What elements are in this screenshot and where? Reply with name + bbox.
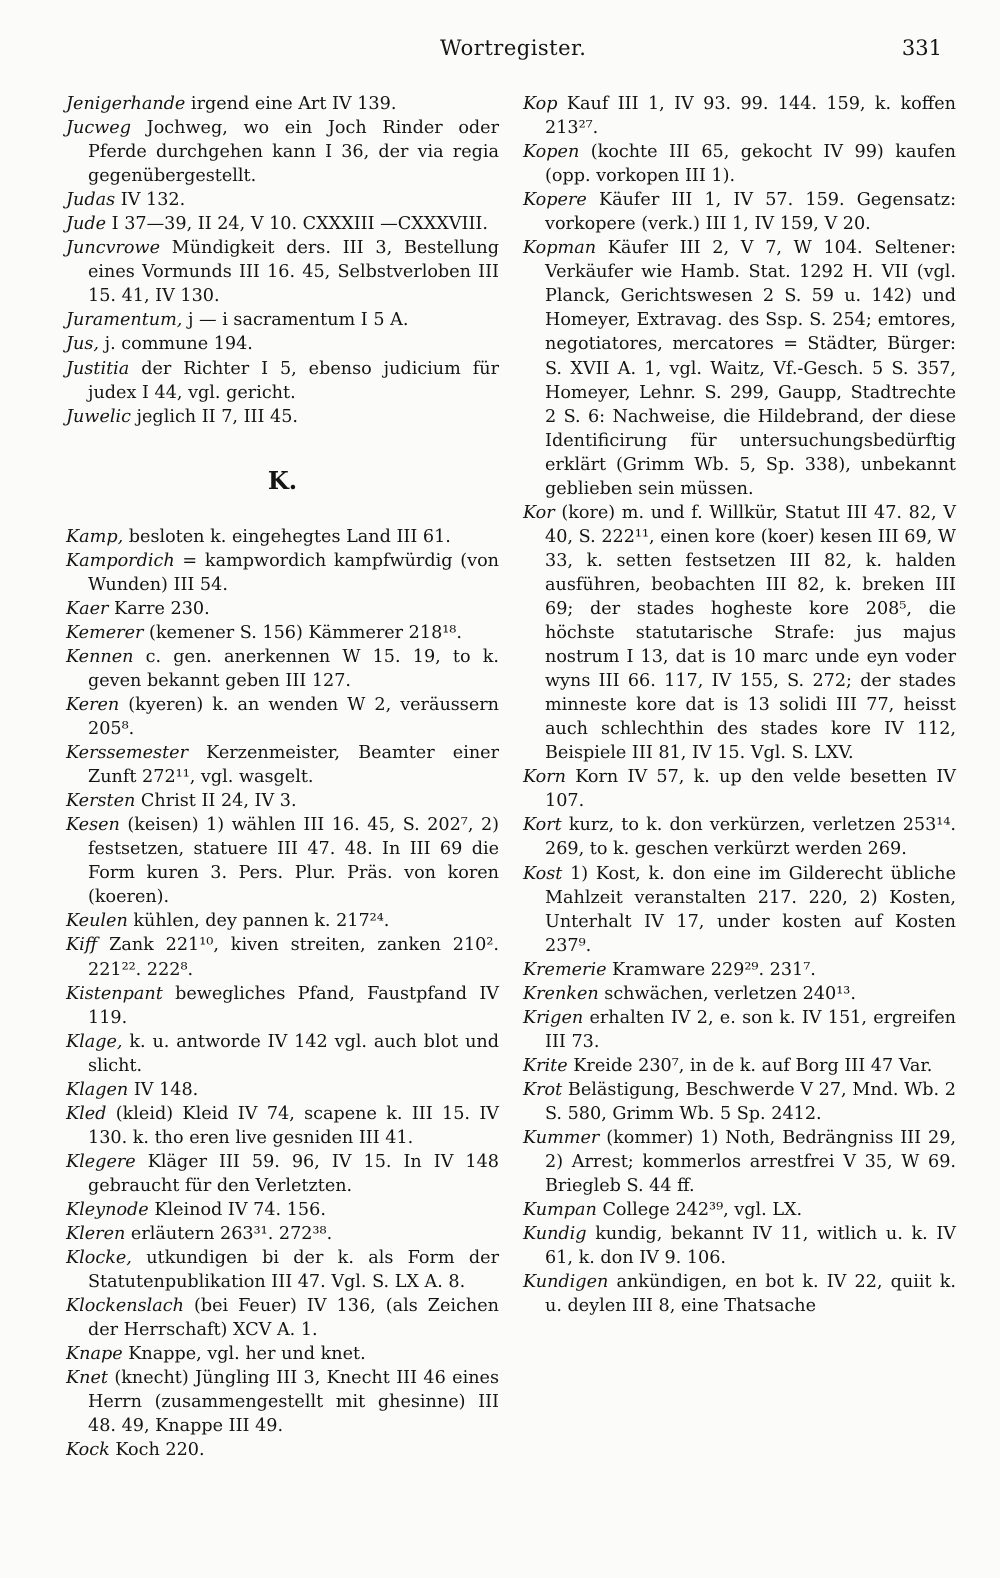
page-number: 331 bbox=[901, 36, 942, 60]
entry-headword: Kiff bbox=[66, 935, 98, 956]
entry-definition: Zank 221¹⁰, kiven streiten, zanken 210². 221²². 222⁸. bbox=[88, 935, 499, 980]
entry-headword: Kumpan bbox=[523, 1200, 597, 1221]
entry-headword: Justitia bbox=[66, 358, 130, 379]
entry-headword: Keren bbox=[66, 694, 120, 715]
entry-headword: Jude bbox=[66, 214, 107, 235]
entry-headword: Klage, bbox=[66, 1031, 123, 1052]
index-entry bbox=[66, 116, 499, 188]
entry-definition: bewegliches Pfand, Faustpfand IV 119. bbox=[88, 983, 499, 1028]
index-entry bbox=[66, 693, 499, 741]
entry-definition: Belästigung, Beschwerde V 27, Mnd. Wb. 2 S. 580, Grimm Wb. 5 Sp. 2412. bbox=[545, 1079, 956, 1124]
index-entry bbox=[523, 236, 956, 501]
index-entry bbox=[66, 212, 499, 236]
entry-definition: j — i sacramentum I 5 A. bbox=[182, 310, 409, 331]
entry-definition: (bei Feuer) IV 136, (als Zeichen der Herrschaft) XCV A. 1. bbox=[88, 1296, 499, 1341]
entry-definition: Kläger III 59. 96, IV 15. In IV 148 gebraucht für den Verletzten. bbox=[88, 1151, 499, 1196]
index-entry bbox=[66, 1150, 499, 1198]
entry-definition: (kleid) Kleid IV 74, scapene k. III 15. IV 130. k. tho eren live gesniden III 41. bbox=[88, 1103, 499, 1148]
entry-headword: Kemerer bbox=[66, 622, 144, 643]
index-entry bbox=[66, 308, 499, 332]
entry-definition: der Richter I 5, ebenso judicium für judex I 44, vgl. gericht. bbox=[88, 358, 499, 403]
entry-definition: Jochweg, wo ein Joch Rinder oder Pferde durchgehen kann I 36, der via regia gegenübergestellt. bbox=[88, 118, 499, 187]
index-entry bbox=[66, 549, 499, 597]
entry-headword: Kor bbox=[523, 502, 555, 523]
index-entry bbox=[66, 621, 499, 645]
index-entry bbox=[523, 92, 956, 140]
entry-definition: schwächen, verletzen 240¹³. bbox=[598, 983, 856, 1004]
entry-headword: Kopere bbox=[523, 190, 587, 211]
entry-definition: Kleinod IV 74. 156. bbox=[148, 1199, 326, 1220]
entry-definition: (kore) m. und f. Willkür, Statut III 47. 82, V 40, S. 222¹¹, einen kore (koer) kesen III 69, W 33, k. setten festsetzen III 82, k. halden ausführen, beobachten III 82, k. breken III 69; der stades hogheste kore 208⁵, die höchste statutarische Strafe: jus majus nostrum I 13, dat is 10 marc unde eyn voder wyns III 66. 117, IV 155, S. 272; der stades minneste kore dat is 13 solidi III 77, heisst auch schlechthin des stades kore IV 112, Beispiele III 81, IV 15. Vgl. S. LXV. bbox=[545, 502, 956, 764]
index-entry bbox=[523, 765, 956, 813]
entry-headword: Kennen bbox=[66, 646, 134, 667]
entry-definition: (kommer) 1) Noth, Bedrängniss III 29, 2) Arrest; kommerlos arrestfrei V 35, W 69. Briegleb S. 44 ff. bbox=[545, 1128, 956, 1197]
entry-headword: Kleynode bbox=[66, 1199, 149, 1220]
index-entry bbox=[66, 597, 499, 621]
entry-headword: Kaer bbox=[66, 598, 109, 619]
entry-headword: Keulen bbox=[66, 911, 128, 932]
entry-headword: Kled bbox=[66, 1103, 107, 1124]
entry-headword: Kesen bbox=[66, 815, 120, 836]
left-column bbox=[66, 92, 499, 1462]
index-entry bbox=[66, 909, 499, 933]
entry-definition: kühlen, dey pannen k. 217²⁴. bbox=[127, 911, 390, 932]
entry-definition: 1) Kost, k. don eine im Gilderecht übliche Mahlzeit veranstalten 217. 220, 2) Kosten, Unterhalt IV 17, under kosten auf Kosten 237⁹. bbox=[545, 863, 956, 956]
page-header bbox=[0, 36, 1000, 76]
entry-headword: Kampordich bbox=[66, 550, 175, 571]
entry-definition: (kyeren) k. an wenden W 2, veräussern 205⁸. bbox=[88, 694, 499, 740]
entry-headword: Juramentum, bbox=[66, 310, 183, 331]
index-entry bbox=[66, 933, 499, 981]
index-entry bbox=[523, 862, 956, 958]
entry-definition: utkundigen bi der k. als Form der Statutenpublikation III 47. Vgl. S. LX A. 8. bbox=[88, 1248, 499, 1293]
index-entry bbox=[523, 958, 956, 982]
entry-definition: jeglich II 7, III 45. bbox=[130, 406, 299, 427]
entry-headword: Juwelic bbox=[66, 406, 131, 427]
index-entry bbox=[66, 525, 499, 549]
entry-definition: (knecht) Jüngling III 3, Knecht III 46 eines Herrn (zusammengestellt mit ghesinne) III 48. 49, Knappe III 49. bbox=[88, 1368, 499, 1437]
index-entry bbox=[66, 188, 499, 212]
entry-definition: IV 132. bbox=[115, 190, 186, 211]
entry-headword: Kummer bbox=[523, 1128, 600, 1149]
entry-headword: Krenken bbox=[523, 983, 599, 1004]
entry-definition: irgend eine Art IV 139. bbox=[185, 94, 397, 114]
index-entry bbox=[66, 1078, 499, 1102]
entry-headword: Kleren bbox=[66, 1224, 126, 1245]
index-entry bbox=[66, 1342, 499, 1366]
index-entry bbox=[523, 813, 956, 861]
entry-headword: Kundigen bbox=[523, 1272, 609, 1293]
right-column bbox=[523, 92, 956, 1318]
index-entry bbox=[66, 92, 499, 116]
entry-headword: Jus, bbox=[66, 334, 100, 355]
index-entry bbox=[523, 188, 956, 236]
section-heading-k: K. bbox=[267, 465, 298, 495]
entry-headword: Jenigerhande bbox=[66, 94, 186, 114]
index-entry bbox=[66, 813, 499, 909]
entry-headword: Kerssemester bbox=[66, 743, 188, 764]
entry-headword: Klocke, bbox=[66, 1248, 132, 1269]
entry-headword: Klagen bbox=[66, 1079, 129, 1100]
entry-headword: Krigen bbox=[523, 1007, 584, 1028]
entry-definition: erläutern 263³¹. 272³⁸. bbox=[125, 1224, 333, 1245]
index-entry bbox=[66, 1438, 499, 1462]
index-entry bbox=[66, 1366, 499, 1438]
entry-headword: Jucweg bbox=[66, 118, 131, 139]
index-entry bbox=[66, 1030, 499, 1078]
entry-headword: Kopman bbox=[523, 238, 597, 259]
index-entry bbox=[66, 236, 499, 308]
entry-headword: Kost bbox=[523, 863, 563, 884]
entry-definition: IV 148. bbox=[128, 1079, 199, 1100]
entries-right bbox=[523, 92, 956, 1318]
entry-definition: (kemener S. 156) Kämmerer 218¹⁸. bbox=[143, 622, 462, 643]
entry-definition: Kauf III 1, IV 93. 99. 144. 159, k. koffen 213²⁷. bbox=[545, 94, 956, 139]
entry-definition: Karre 230. bbox=[108, 598, 210, 619]
entry-headword: Kundig bbox=[523, 1224, 587, 1245]
entry-definition: Kramware 229²⁹. 231⁷. bbox=[606, 959, 816, 980]
index-entry bbox=[523, 1078, 956, 1126]
entry-headword: Klegere bbox=[66, 1151, 136, 1172]
index-entry bbox=[66, 1246, 499, 1294]
entry-headword: Knape bbox=[66, 1344, 123, 1365]
index-entry bbox=[66, 1198, 499, 1222]
entry-headword: Kock bbox=[66, 1440, 110, 1461]
entry-headword: Kremerie bbox=[523, 959, 607, 980]
index-entry bbox=[523, 1270, 956, 1318]
index-entry bbox=[523, 982, 956, 1006]
entry-definition: ankündigen, en bot k. IV 22, quiit k. u. deylen III 8, eine Thatsache bbox=[545, 1272, 956, 1317]
entry-definition: Kreide 230⁷, in de k. auf Borg III 47 Var. bbox=[567, 1055, 933, 1076]
index-entry bbox=[523, 1006, 956, 1054]
index-entry bbox=[523, 1222, 956, 1270]
index-entry bbox=[523, 501, 956, 766]
entry-definition: = kampwordich kampfwürdig (von Wunden) III 54. bbox=[88, 550, 499, 595]
entry-definition: (keisen) 1) wählen III 16. 45, S. 202⁷, 2) festsetzen, statuere III 47. 48. In III 69 die Form kuren 3. Pers. Plur. Präs. von koren (koeren). bbox=[88, 815, 499, 908]
entry-definition: besloten k. eingehegtes Land III 61. bbox=[123, 526, 451, 547]
entry-headword: Kopen bbox=[523, 142, 580, 163]
entries-j bbox=[66, 92, 499, 429]
entry-definition: Knappe, vgl. her und knet. bbox=[122, 1344, 366, 1365]
entry-definition: c. gen. anerkennen W 15. 19, to k. geven bekannt geben III 127. bbox=[88, 646, 499, 691]
entries-k bbox=[66, 525, 499, 1463]
index-entry bbox=[66, 741, 499, 789]
index-entry bbox=[66, 357, 499, 405]
entry-definition: k. u. antworde IV 142 vgl. auch blot und slicht. bbox=[88, 1031, 499, 1076]
index-entry bbox=[523, 1198, 956, 1222]
entry-headword: Kop bbox=[523, 94, 558, 114]
index-entry bbox=[523, 1054, 956, 1078]
entry-headword: Juncvrowe bbox=[66, 238, 160, 259]
entry-headword: Krot bbox=[523, 1079, 563, 1100]
index-entry bbox=[66, 1222, 499, 1246]
index-entry bbox=[66, 405, 499, 429]
index-entry bbox=[523, 140, 956, 188]
entry-headword: Kersten bbox=[66, 791, 136, 812]
entry-headword: Knet bbox=[66, 1368, 108, 1389]
running-title: Wortregister. bbox=[440, 36, 587, 60]
entry-headword: Judas bbox=[66, 190, 116, 211]
index-entry bbox=[523, 1126, 956, 1198]
entry-definition: College 242³⁹, vgl. LX. bbox=[596, 1200, 803, 1221]
entry-definition: Mündigkeit ders. III 3, Bestellung eines Vormunds III 16. 45, Selbstverloben III 15. 41, IV 130. bbox=[88, 238, 499, 307]
index-entry bbox=[66, 1102, 499, 1150]
entry-definition: I 37—39, II 24, V 10. CXXXIII —CXXXVIII. bbox=[106, 214, 488, 235]
entry-definition: (kochte III 65, gekocht IV 99) kaufen (opp. vorkopen III 1). bbox=[545, 142, 956, 187]
entry-definition: Käufer III 2, V 7, W 104. Seltener: Verkäufer wie Hamb. Stat. 1292 H. VII (vgl. Planck, Gerichtswesen 2 S. 59 u. 142) und Homeyer, Extravag. des Ssp. S. 254; emtores, negotiatores, mercatores = Städter, Bürger: S. XVII A. 1, vgl. Waitz, Vf.-Gesch. 5 S. 357, Homeyer, Lehnr. S. 299, Gaupp, Stadtrechte 2 S. 6: Nachweise, die Hildebrand, der diese Identificirung für untersuchungsbedürftig erklärt (Grimm Wb. 5, Sp. 338), unbekannt geblieben sein müssen. bbox=[545, 238, 956, 499]
entry-definition: Korn IV 57, k. up den velde besetten IV 107. bbox=[545, 767, 956, 812]
entry-headword: Kort bbox=[523, 815, 562, 836]
index-entry bbox=[66, 645, 499, 693]
entry-headword: Krite bbox=[523, 1055, 568, 1076]
entry-definition: j. commune 194. bbox=[99, 334, 253, 355]
entry-definition: Kerzenmeister, Beamter einer Zunft 272¹¹, vgl. wasgelt. bbox=[88, 743, 499, 788]
entry-definition: erhalten IV 2, e. son k. IV 151, ergreifen III 73. bbox=[545, 1007, 956, 1052]
index-entry bbox=[66, 789, 499, 813]
entry-headword: Klockenslach bbox=[66, 1296, 184, 1317]
entry-headword: Korn bbox=[523, 767, 567, 788]
entry-definition: Koch 220. bbox=[109, 1440, 205, 1461]
entry-definition: Käufer III 1, IV 57. 159. Gegensatz: vorkopere (verk.) III 1, IV 159, V 20. bbox=[545, 190, 956, 235]
entry-definition: Christ II 24, IV 3. bbox=[135, 791, 297, 812]
index-entry bbox=[66, 332, 499, 356]
index-entry bbox=[66, 1294, 499, 1342]
entry-definition: kurz, to k. don verkürzen, verletzen 253¹⁴. 269, to k. geschen verkürzt werden 269. bbox=[545, 815, 956, 860]
entry-headword: Kamp, bbox=[66, 526, 124, 547]
index-entry bbox=[66, 982, 499, 1030]
entry-definition: kundig, bekannt IV 11, witlich u. k. IV 61, k. don IV 9. 106. bbox=[545, 1224, 956, 1269]
entry-headword: Kistenpant bbox=[66, 983, 163, 1004]
